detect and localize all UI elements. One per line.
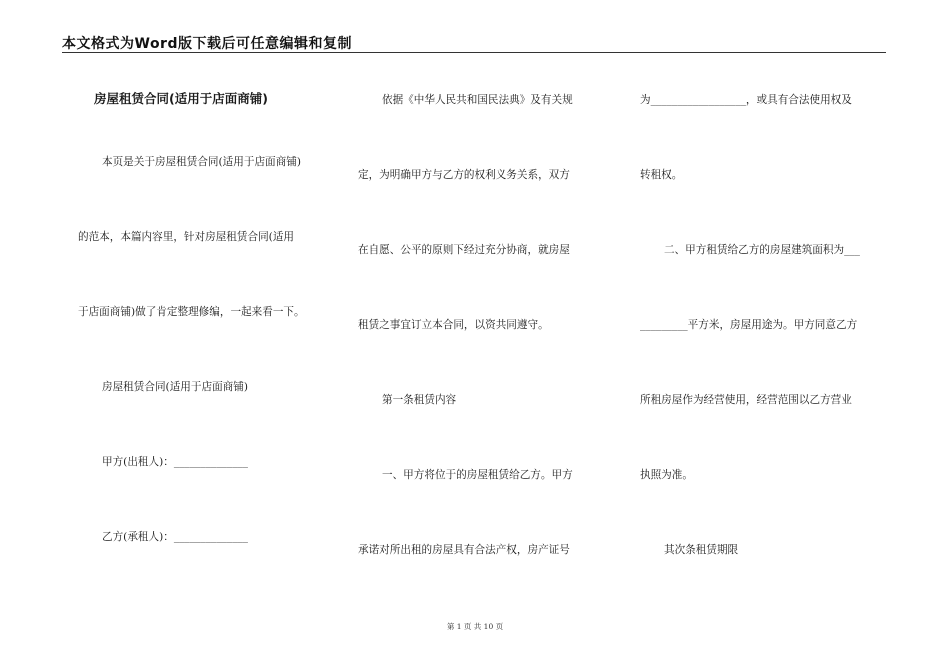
paragraph-line: 转租权。 <box>640 169 683 181</box>
paragraph-line: _________平方米，房屋用途为。甲方同意乙方 <box>640 319 858 331</box>
paragraph-line: 的范本，本篇内容里，针对房屋租赁合同(适用 <box>78 231 295 243</box>
paragraph-line: 在自愿、公平的原则下经过充分协商，就房屋 <box>358 244 570 256</box>
section-heading: 其次条租赁期限 <box>664 544 739 556</box>
paragraph-line: 一、甲方将位于的房屋租赁给乙方。甲方 <box>382 469 573 481</box>
section-heading: 第一条租赁内容 <box>382 394 457 406</box>
paragraph-line: 租赁之事宜订立本合同，以资共同遵守。 <box>358 319 549 331</box>
paragraph-line: 依据《中华人民共和国民法典》及有关规 <box>382 94 573 106</box>
column-right <box>640 0 890 672</box>
paragraph-line: 于店面商铺)做了肯定整理修编，一起来看一下。 <box>78 306 305 318</box>
paragraph-line: 执照为准。 <box>640 469 693 481</box>
column-left <box>78 0 333 672</box>
party-b-line: 乙方(承租人)：______________ <box>102 531 248 543</box>
column-middle <box>358 0 613 672</box>
paragraph-line: 承诺对所出租的房屋具有合法产权，房产证号 <box>358 544 570 556</box>
document-header-banner: 本文格式为Word版下载后可任意编辑和复制 <box>62 36 352 52</box>
paragraph-line: 所租房屋作为经营使用，经营范围以乙方营业 <box>640 394 852 406</box>
paragraph-line: 本页是关于房屋租赁合同(适用于店面商铺) <box>102 156 301 168</box>
paragraph-line: 为__________________，或具有合法使用权及 <box>640 94 852 106</box>
contract-title: 房屋租赁合同(适用于店面商铺) <box>94 91 268 106</box>
paragraph-line: 房屋租赁合同(适用于店面商铺) <box>102 381 248 393</box>
paragraph-line: 二、甲方租赁给乙方的房屋建筑面积为___ <box>664 244 860 256</box>
party-a-line: 甲方(出租人)：______________ <box>102 456 248 468</box>
page-number: 第 1 页 共 10 页 <box>446 622 504 631</box>
paragraph-line: 定，为明确甲方与乙方的权利义务关系，双方 <box>358 169 570 181</box>
